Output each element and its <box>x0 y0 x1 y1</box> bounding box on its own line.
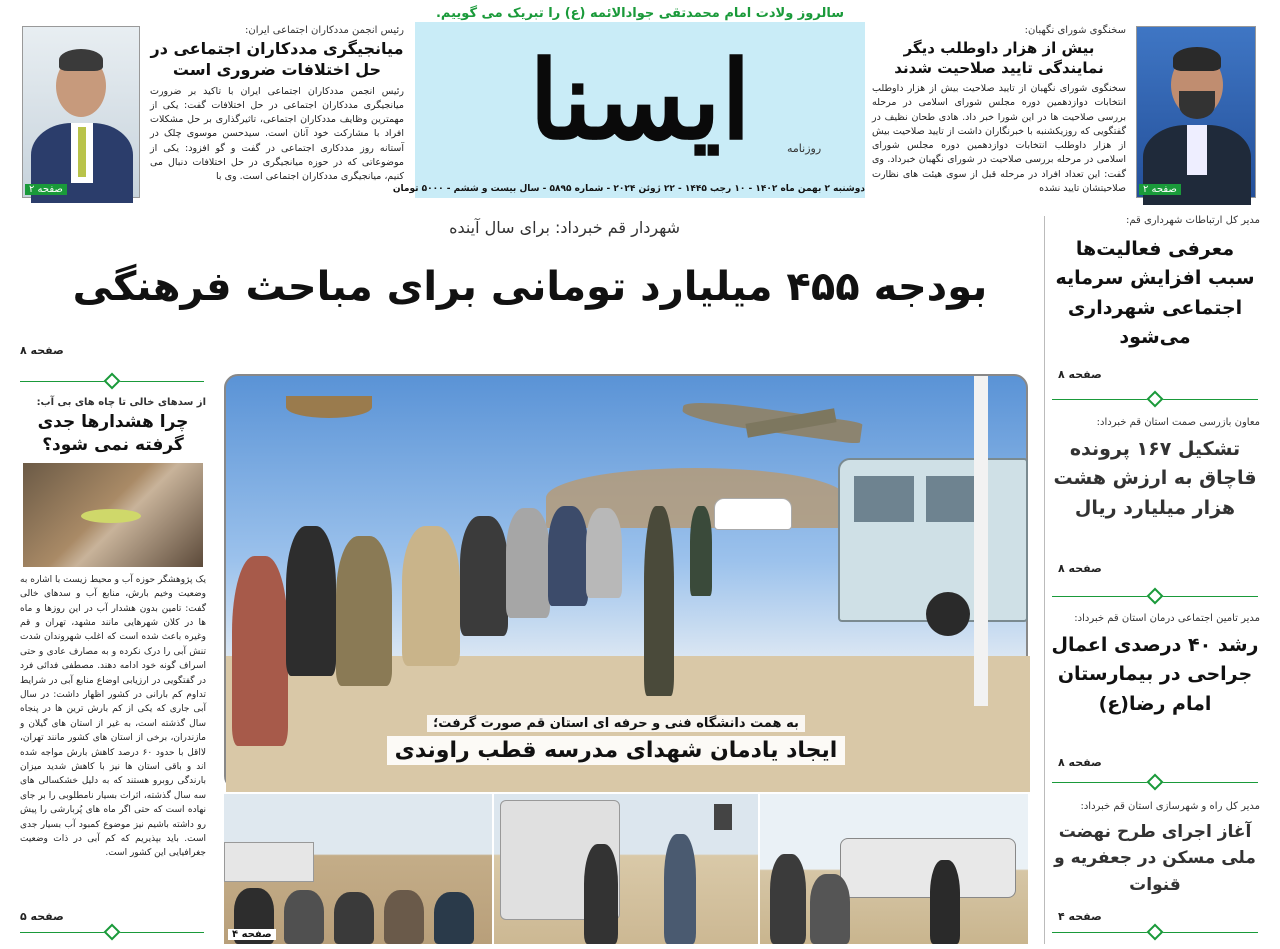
top-left-portrait <box>22 26 140 198</box>
masthead-logo[interactable] <box>415 26 865 176</box>
left-kicker: از سدهای خالی تا چاه های بی آب: <box>36 397 206 408</box>
right-item-2-page-ref[interactable]: صفحه ۸ <box>1058 562 1102 575</box>
top-banner <box>420 2 860 22</box>
right-item-1 <box>1050 214 1260 384</box>
right-item-2 <box>1050 416 1260 566</box>
right-item-4-page-ref[interactable]: صفحه ۴ <box>1058 910 1102 923</box>
right-divider-1 <box>1052 399 1258 400</box>
top-right-kicker: سخنگوی شورای نگهبان: <box>1024 25 1126 36</box>
right-item-1-kicker: مدیر کل ارتباطات شهرداری قم: <box>1125 215 1260 226</box>
photo-caption <box>386 712 846 782</box>
photo-strip <box>224 794 1028 944</box>
strip-photo-1[interactable] <box>760 794 1028 944</box>
photo-kicker: به همت دانشگاه فنی و حرفه ای استان قم صورت گرفت؛ <box>427 715 805 732</box>
right-item-4-kicker: مدیر کل راه و شهرسازی استان قم خبرداد: <box>1080 801 1260 812</box>
strip-photo-3[interactable] <box>224 794 492 944</box>
masthead <box>392 22 865 198</box>
top-right-page-ref[interactable]: صفحه ۲ <box>1139 184 1181 195</box>
top-right-portrait <box>1136 26 1256 198</box>
left-body: یک پژوهشگر حوزه آب و محیط زیست با اشاره به وضعیت وخیم بارش، منابع آب و سدهای خالی گفت: تامین بدون هشدار آب در این روزها و ماه ها در کلان شهرهایی مانند مشهد، تهران و قم وغیره باعث شده است که اغلب شهروندان شدت تنش آبی را درک نکرده و به مصارف عادی و حتی اسراف گونه خود ادامه دهند. مصطفی فدائی فرد در گفتگویی در ارزیابی اوضاع منابع آبی در شرایط تداوم کم بارانی در کشور اظهار داشت: در سال آبی جاری که یکی از کم بارش ترین ها در پنجاه سال گذشته است، به غیر از استان های گیلان و مازندران، برخی از استان های کشور مانند تهران، لااقل با حدود ۶۰ درصد کاهش بارش مواجه شده اند و باقی استان ها نیز با کاهش شدید میزان بارندگی روبرو هستند که به دلیل خشکسالی های سه سال گذشته، اثرات بسیار نامطلوبی را بر جای نهاده است که حتی اگر ماه های پُربارشی را پیش رو داشته باشیم نیز موضوع کمبود آب بسیار جدی است. باید بپذیریم که کم آبی در ذات وضعیت جغرافیایی این کشور است. <box>20 574 206 859</box>
right-item-4-headline[interactable]: آغاز اجرای طرح نهضت ملی مسکن در جعفریه و قنوات <box>1054 822 1256 895</box>
main-photo[interactable] <box>224 374 1028 790</box>
lead-headline[interactable]: بودجه ۴۵۵ میلیارد تومانی برای مباحث فرهنگی <box>72 264 988 310</box>
right-item-1-headline[interactable]: معرفی فعالیت‌ها سبب افزایش سرمایه اجتماعی شهرداری می‌شود <box>1055 238 1255 349</box>
top-banner-text: سالروز ولادت امام محمدتقی جوادالائمه (ع) را تبریک می گوییم. <box>435 6 845 21</box>
right-item-2-kicker: معاون بازرسی صمت استان قم خبرداد: <box>1096 417 1260 428</box>
right-item-3-page-ref[interactable]: صفحه ۸ <box>1058 756 1102 769</box>
top-left-page-ref[interactable]: صفحه ۲ <box>25 184 67 195</box>
photo-strip-page-ref[interactable]: صفحه ۴ <box>228 929 276 940</box>
left-headline[interactable]: چرا هشدارها جدی گرفته نمی شود؟ <box>37 412 189 455</box>
right-divider-4 <box>1052 932 1258 933</box>
right-item-3-kicker: مدیر تامین اجتماعی درمان استان قم خبرداد: <box>1074 613 1260 624</box>
right-column-rule <box>1044 216 1045 944</box>
top-left-story <box>150 24 404 196</box>
top-left-body: رئیس انجمن مددکاران اجتماعی ایران با تاکید بر ضرورت میانجیگری مددکاران اجتماعی در حل اختلافات گفت: یکی از مهمترین وظایف مددکاران اجتماعی، تاثیرگذاری بر حل مشکلات افراد با مشارکت خود آنان است. سیدحسن موسوی چلک در آستانه روز مددکاری اجتماعی در گفت و گو افزود: یکی از موضوعاتی که در حوزه میانجیگری در حل اختلافات دنبال می کنیم، میانجیگری مددکاران اجتماعی است. وی با <box>150 85 404 183</box>
logo-text: ایسنا <box>529 38 751 164</box>
strip-photo-2[interactable] <box>494 794 758 944</box>
lead-page-ref[interactable]: صفحه ۸ <box>20 344 64 357</box>
left-col-divider-bottom <box>20 932 204 933</box>
left-page-ref[interactable]: صفحه ۵ <box>20 910 64 923</box>
top-right-body: سخنگوی شورای نگهبان از تایید صلاحیت بیش از هزار داوطلب انتخابات دوازدهمین دوره مجلس شورای اسلامی در مرحله بررسی صلاحیت ها در این شورا خبر داد. هادی طحان نظیف در گفتگویی که روزیکشنبه با خبرنگاران داشت از تایید صلاحیت بیش از هزار داوطلب انتخابات دوازدهمین دوره مجلس شورای اسلامی در مرحله بررسی صلاحیت در شورای نگهبان خبرداد. وی گفت: این تعداد افراد در مرحله قبل از سوی هیئت های نظارت صلاحیتشان تایید نشده <box>872 83 1126 194</box>
right-item-2-headline[interactable]: تشکیل ۱۶۷ پرونده قاچاق به ارزش هشت هزار میلیارد ریال <box>1053 438 1257 519</box>
left-column-story <box>20 396 206 916</box>
logo-sub: روزنامه <box>787 142 822 155</box>
lead-story <box>20 214 1030 364</box>
left-col-divider-top <box>20 381 204 382</box>
top-right-headline[interactable]: بیش از هزار داوطلب دیگر نمایندگی تایید صلاحیت شدند <box>894 39 1104 77</box>
masthead-date-line: دوشنبه ۲ بهمن ماه ۱۴۰۲ - ۱۰ رجب ۱۴۴۵ - ۲۲ ژوئن ۲۰۲۴ - شماره ۵۸۹۵ - سال بیست و ششم - ۵۰۰۰ تومان <box>392 184 865 194</box>
top-left-headline[interactable]: میانجیگری مددکاران اجتماعی در حل اختلافات ضروری است <box>150 39 404 79</box>
right-item-4 <box>1050 800 1260 910</box>
right-item-3-headline[interactable]: رشد ۴۰ درصدی اعمال جراحی در بیمارستان امام رضا(ع) <box>1051 634 1259 715</box>
lead-kicker: شهردار قم خبرداد: برای سال آینده <box>449 218 680 237</box>
right-item-1-page-ref[interactable]: صفحه ۸ <box>1058 368 1102 381</box>
top-left-kicker: رئیس انجمن مددکاران اجتماعی ایران: <box>245 25 404 36</box>
top-right-story <box>872 24 1126 196</box>
left-column-photo[interactable] <box>23 463 203 567</box>
right-item-3 <box>1050 612 1260 762</box>
photo-headline[interactable]: ایجاد یادمان شهدای مدرسه قطب راوندی <box>387 736 846 765</box>
right-divider-2 <box>1052 596 1258 597</box>
right-divider-3 <box>1052 782 1258 783</box>
